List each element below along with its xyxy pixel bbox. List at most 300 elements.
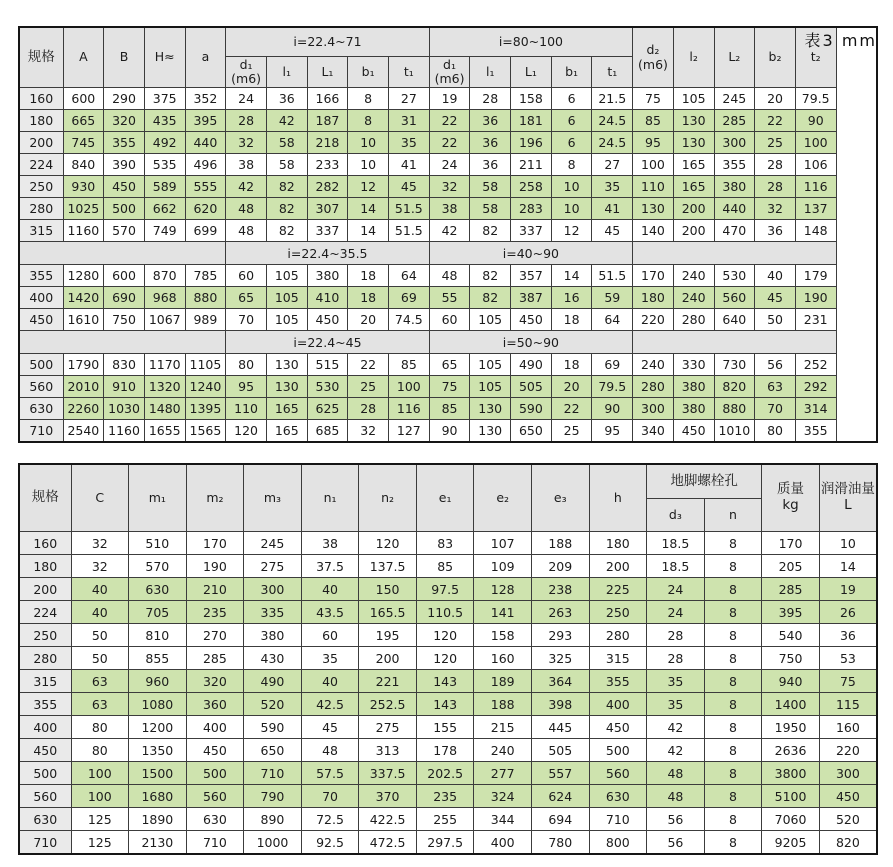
table-row (19, 88, 877, 110)
value-cell: 41 (389, 154, 430, 176)
value-cell: 26 (819, 601, 877, 624)
value-cell: 500 (186, 762, 244, 785)
value-cell: 75 (819, 670, 877, 693)
value-cell: 38 (226, 154, 267, 176)
value-cell: 699 (185, 220, 226, 242)
value-cell: 530 (714, 265, 755, 287)
value-cell: 910 (104, 376, 145, 398)
value-cell: 8 (704, 670, 762, 693)
value-cell: 435 (144, 110, 185, 132)
spec-cell: 710 (19, 420, 63, 443)
value-cell: 1000 (244, 831, 302, 855)
value-cell: 600 (104, 265, 145, 287)
value-cell: 63 (71, 693, 129, 716)
value-cell: 105 (470, 376, 511, 398)
value-cell: 500 (589, 739, 647, 762)
header-e1: e₁ (416, 464, 474, 532)
value-cell: 40 (301, 578, 359, 601)
value-cell: 50 (71, 647, 129, 670)
value-cell: 780 (532, 831, 590, 855)
value-cell: 1480 (144, 398, 185, 420)
value-cell: 60 (226, 265, 267, 287)
value-cell: 395 (185, 110, 226, 132)
value-cell: 1160 (104, 420, 145, 443)
value-cell: 100 (71, 785, 129, 808)
value-cell: 150 (359, 578, 417, 601)
value-cell: 40 (71, 578, 129, 601)
value-cell: 170 (186, 532, 244, 555)
value-cell: 1160 (63, 220, 104, 242)
value-cell: 620 (185, 198, 226, 220)
value-cell: 685 (307, 420, 348, 443)
value-cell: 64 (592, 309, 633, 331)
spec-cell: 280 (19, 198, 63, 220)
value-cell: 165 (673, 176, 714, 198)
value-cell: 240 (673, 287, 714, 309)
value-cell: 6 (551, 132, 592, 154)
value-cell: 1610 (63, 309, 104, 331)
value-cell: 24 (647, 578, 705, 601)
value-cell: 600 (63, 88, 104, 110)
header-L2: L₂ (714, 27, 755, 88)
value-cell: 42 (429, 220, 470, 242)
value-cell: 968 (144, 287, 185, 309)
value-cell: 179 (795, 265, 836, 287)
value-cell: 165.5 (359, 601, 417, 624)
header-ratio-group-1: i=22.4~71 (226, 27, 429, 57)
value-cell: 337 (307, 220, 348, 242)
value-cell: 1395 (185, 398, 226, 420)
value-cell: 2010 (63, 376, 104, 398)
header-d2: d₂ (m6) (633, 27, 674, 88)
table-row (19, 420, 877, 443)
value-cell: 472.5 (359, 831, 417, 855)
value-cell: 352 (185, 88, 226, 110)
value-cell: 560 (589, 762, 647, 785)
header-n: n (704, 499, 762, 532)
header-g2-d1: d₁ (m6) (429, 57, 470, 88)
value-cell: 10 (551, 198, 592, 220)
spec-cell: 180 (19, 555, 71, 578)
value-cell: 360 (186, 693, 244, 716)
spec-cell: 560 (19, 376, 63, 398)
table-row (19, 354, 877, 376)
value-cell: 63 (71, 670, 129, 693)
table-row (19, 532, 877, 555)
value-cell: 90 (795, 110, 836, 132)
value-cell: 107 (474, 532, 532, 555)
value-cell: 221 (359, 670, 417, 693)
value-cell: 85 (389, 354, 430, 376)
header-h-col: h (589, 464, 647, 532)
mounting-dimensions-table-header (19, 464, 877, 532)
value-cell: 40 (301, 670, 359, 693)
value-cell: 14 (348, 198, 389, 220)
value-cell: 280 (589, 624, 647, 647)
value-cell: 390 (104, 154, 145, 176)
value-cell: 178 (416, 739, 474, 762)
value-cell: 745 (63, 132, 104, 154)
value-cell: 380 (673, 376, 714, 398)
value-cell: 630 (129, 578, 187, 601)
value-cell: 320 (104, 110, 145, 132)
value-cell: 170 (762, 532, 820, 555)
value-cell: 20 (348, 309, 389, 331)
value-cell: 290 (104, 88, 145, 110)
value-cell: 570 (129, 555, 187, 578)
value-cell: 492 (144, 132, 185, 154)
value-cell: 400 (474, 831, 532, 855)
value-cell: 650 (244, 739, 302, 762)
value-cell: 28 (348, 398, 389, 420)
value-cell: 2130 (129, 831, 187, 855)
value-cell: 2540 (63, 420, 104, 443)
value-cell: 36 (470, 132, 511, 154)
value-cell: 880 (185, 287, 226, 309)
value-cell: 10 (348, 154, 389, 176)
value-cell: 120 (359, 532, 417, 555)
value-cell: 202.5 (416, 762, 474, 785)
table-row (19, 716, 877, 739)
value-cell: 785 (185, 265, 226, 287)
value-cell: 14 (819, 555, 877, 578)
value-cell: 890 (244, 808, 302, 831)
value-cell: 31 (389, 110, 430, 132)
value-cell: 1067 (144, 309, 185, 331)
value-cell: 355 (714, 154, 755, 176)
value-cell: 3800 (762, 762, 820, 785)
value-cell: 27 (389, 88, 430, 110)
value-cell: 12 (348, 176, 389, 198)
value-cell: 75 (429, 376, 470, 398)
value-cell: 85 (429, 398, 470, 420)
spec-cell: 160 (19, 88, 63, 110)
spec-cell: 315 (19, 670, 71, 693)
value-cell: 398 (532, 693, 590, 716)
ratio-range-cell: i=40~90 (429, 242, 632, 265)
spec-cell: 250 (19, 624, 71, 647)
table-row (19, 555, 877, 578)
spec-cell: 400 (19, 716, 71, 739)
value-cell: 283 (511, 198, 552, 220)
value-cell: 630 (186, 808, 244, 831)
value-cell: 158 (474, 624, 532, 647)
value-cell: 8 (704, 555, 762, 578)
table-row (19, 670, 877, 693)
value-cell: 380 (307, 265, 348, 287)
ratio-divider-row (19, 242, 877, 265)
header-e3: e₃ (532, 464, 590, 532)
spec-cell: 250 (19, 176, 63, 198)
spec-cell: 560 (19, 785, 71, 808)
header-g1-d1: d₁ (m6) (226, 57, 267, 88)
value-cell: 95 (592, 420, 633, 443)
value-cell: 60 (301, 624, 359, 647)
value-cell: 277 (474, 762, 532, 785)
spec-cell: 500 (19, 762, 71, 785)
value-cell: 106 (795, 154, 836, 176)
value-cell: 355 (589, 670, 647, 693)
value-cell: 220 (819, 739, 877, 762)
spec-cell: 160 (19, 532, 71, 555)
value-cell: 820 (819, 831, 877, 855)
mounting-dimensions-table-body (19, 532, 877, 855)
value-cell: 16 (551, 287, 592, 309)
value-cell: 195 (359, 624, 417, 647)
value-cell: 18 (348, 265, 389, 287)
value-cell: 292 (795, 376, 836, 398)
value-cell: 325 (532, 647, 590, 670)
value-cell: 2636 (762, 739, 820, 762)
spec-cell: 500 (19, 354, 63, 376)
table-row (19, 785, 877, 808)
value-cell: 48 (226, 198, 267, 220)
value-cell: 48 (301, 739, 359, 762)
value-cell: 8 (704, 716, 762, 739)
header-a-lower-col: a (185, 27, 226, 88)
header-spec: 规格 (19, 27, 63, 88)
value-cell: 24.5 (592, 110, 633, 132)
value-cell: 710 (186, 831, 244, 855)
value-cell: 130 (470, 398, 511, 420)
value-cell: 137 (795, 198, 836, 220)
value-cell: 245 (244, 532, 302, 555)
header-lube-oil-volume: 润滑油量 L (819, 464, 877, 532)
value-cell: 280 (673, 309, 714, 331)
value-cell: 105 (470, 354, 511, 376)
header-h-col: H≈ (144, 27, 185, 88)
value-cell: 100 (389, 376, 430, 398)
value-cell: 1080 (129, 693, 187, 716)
value-cell: 82 (266, 220, 307, 242)
divider-blank-cell (19, 331, 226, 354)
value-cell: 440 (714, 198, 755, 220)
value-cell: 560 (186, 785, 244, 808)
value-cell: 58 (470, 176, 511, 198)
spec-cell: 180 (19, 110, 63, 132)
value-cell: 120 (416, 647, 474, 670)
value-cell: 250 (589, 601, 647, 624)
value-cell: 335 (244, 601, 302, 624)
value-cell: 410 (307, 287, 348, 309)
value-cell: 450 (819, 785, 877, 808)
value-cell: 275 (359, 716, 417, 739)
value-cell: 285 (714, 110, 755, 132)
value-cell: 90 (429, 420, 470, 443)
value-cell: 35 (647, 670, 705, 693)
value-cell: 233 (307, 154, 348, 176)
value-cell: 430 (244, 647, 302, 670)
value-cell: 263 (532, 601, 590, 624)
value-cell: 570 (104, 220, 145, 242)
value-cell: 662 (144, 198, 185, 220)
value-cell: 120 (226, 420, 267, 443)
value-cell: 1010 (714, 420, 755, 443)
value-cell: 35 (301, 647, 359, 670)
value-cell: 930 (63, 176, 104, 198)
value-cell: 630 (589, 785, 647, 808)
value-cell: 115 (819, 693, 877, 716)
value-cell: 235 (186, 601, 244, 624)
table-row (19, 739, 877, 762)
value-cell: 870 (144, 265, 185, 287)
value-cell: 22 (429, 110, 470, 132)
value-cell: 69 (592, 354, 633, 376)
value-cell: 42 (647, 739, 705, 762)
header-g1-b1: b₁ (348, 57, 389, 88)
value-cell: 282 (307, 176, 348, 198)
value-cell: 130 (470, 420, 511, 443)
value-cell: 22 (348, 354, 389, 376)
value-cell: 300 (244, 578, 302, 601)
value-cell: 280 (633, 376, 674, 398)
value-cell: 12 (551, 220, 592, 242)
ratio-range-cell: i=22.4~35.5 (226, 242, 429, 265)
value-cell: 355 (104, 132, 145, 154)
header-m2: m₂ (186, 464, 244, 532)
value-cell: 270 (186, 624, 244, 647)
value-cell: 32 (71, 555, 129, 578)
value-cell: 625 (307, 398, 348, 420)
value-cell: 48 (226, 220, 267, 242)
value-cell: 82 (266, 198, 307, 220)
value-cell: 357 (511, 265, 552, 287)
header-mass-kg: 质量 kg (762, 464, 820, 532)
value-cell: 624 (532, 785, 590, 808)
spec-cell: 630 (19, 808, 71, 831)
value-cell: 18 (551, 309, 592, 331)
table-row (19, 265, 877, 287)
value-cell: 25 (551, 420, 592, 443)
value-cell: 8 (704, 601, 762, 624)
value-cell: 79.5 (592, 376, 633, 398)
header-g2-l1: l₁ (470, 57, 511, 88)
header-g2-L1: L₁ (511, 57, 552, 88)
value-cell: 51.5 (389, 220, 430, 242)
value-cell: 297.5 (416, 831, 474, 855)
value-cell: 209 (532, 555, 590, 578)
value-cell: 125 (71, 831, 129, 855)
value-cell: 1025 (63, 198, 104, 220)
value-cell: 8 (348, 88, 389, 110)
value-cell: 165 (266, 398, 307, 420)
value-cell: 82 (470, 265, 511, 287)
value-cell: 116 (389, 398, 430, 420)
header-g2-b1: b₁ (551, 57, 592, 88)
value-cell: 35 (647, 693, 705, 716)
value-cell: 730 (714, 354, 755, 376)
value-cell: 55 (429, 287, 470, 309)
header-g1-t1: t₁ (389, 57, 430, 88)
value-cell: 140 (633, 220, 674, 242)
header-e2: e₂ (474, 464, 532, 532)
header-g1-l1: l₁ (266, 57, 307, 88)
value-cell: 313 (359, 739, 417, 762)
value-cell: 1500 (129, 762, 187, 785)
value-cell: 105 (266, 309, 307, 331)
value-cell: 158 (511, 88, 552, 110)
header-ratio-group-2: i=80~100 (429, 27, 632, 57)
value-cell: 240 (673, 265, 714, 287)
value-cell: 710 (244, 762, 302, 785)
value-cell: 215 (474, 716, 532, 739)
value-cell: 95 (226, 376, 267, 398)
value-cell: 300 (633, 398, 674, 420)
value-cell: 69 (389, 287, 430, 309)
value-cell: 48 (647, 785, 705, 808)
value-cell: 43.5 (301, 601, 359, 624)
value-cell: 285 (186, 647, 244, 670)
value-cell: 80 (71, 739, 129, 762)
value-cell: 20 (551, 376, 592, 398)
value-cell: 148 (795, 220, 836, 242)
value-cell: 24 (647, 601, 705, 624)
header-l2: l₂ (673, 27, 714, 88)
value-cell: 105 (470, 309, 511, 331)
value-cell: 42 (266, 110, 307, 132)
header-a-col: A (63, 27, 104, 88)
value-cell: 7060 (762, 808, 820, 831)
value-cell: 220 (633, 309, 674, 331)
value-cell: 143 (416, 670, 474, 693)
value-cell: 42 (226, 176, 267, 198)
value-cell: 8 (704, 647, 762, 670)
value-cell: 640 (714, 309, 755, 331)
value-cell: 188 (532, 532, 590, 555)
value-cell: 450 (589, 716, 647, 739)
value-cell: 189 (474, 670, 532, 693)
header-d3: d₃ (647, 499, 705, 532)
value-cell: 100 (71, 762, 129, 785)
value-cell: 255 (416, 808, 474, 831)
value-cell: 1105 (185, 354, 226, 376)
value-cell: 22 (551, 398, 592, 420)
value-cell: 505 (511, 376, 552, 398)
value-cell: 590 (244, 716, 302, 739)
value-cell: 275 (244, 555, 302, 578)
value-cell: 9205 (762, 831, 820, 855)
value-cell: 1565 (185, 420, 226, 443)
value-cell: 200 (359, 647, 417, 670)
header-n2: n₂ (359, 464, 417, 532)
table-row (19, 693, 877, 716)
value-cell: 705 (129, 601, 187, 624)
value-cell: 170 (633, 265, 674, 287)
value-cell: 82 (470, 287, 511, 309)
table-row (19, 578, 877, 601)
value-cell: 32 (429, 176, 470, 198)
value-cell: 36 (755, 220, 796, 242)
value-cell: 28 (755, 154, 796, 176)
table-row (19, 110, 877, 132)
value-cell: 100 (633, 154, 674, 176)
spec-cell: 200 (19, 578, 71, 601)
value-cell: 166 (307, 88, 348, 110)
value-cell: 1350 (129, 739, 187, 762)
value-cell: 130 (633, 198, 674, 220)
value-cell: 200 (589, 555, 647, 578)
value-cell: 8 (348, 110, 389, 132)
value-cell: 8 (704, 739, 762, 762)
value-cell: 1420 (63, 287, 104, 309)
value-cell: 65 (429, 354, 470, 376)
header-row-groups (19, 27, 877, 57)
header-c-col: C (71, 464, 129, 532)
value-cell: 337 (511, 220, 552, 242)
value-cell: 74.5 (389, 309, 430, 331)
document-page (0, 26, 893, 867)
value-cell: 56 (647, 831, 705, 855)
